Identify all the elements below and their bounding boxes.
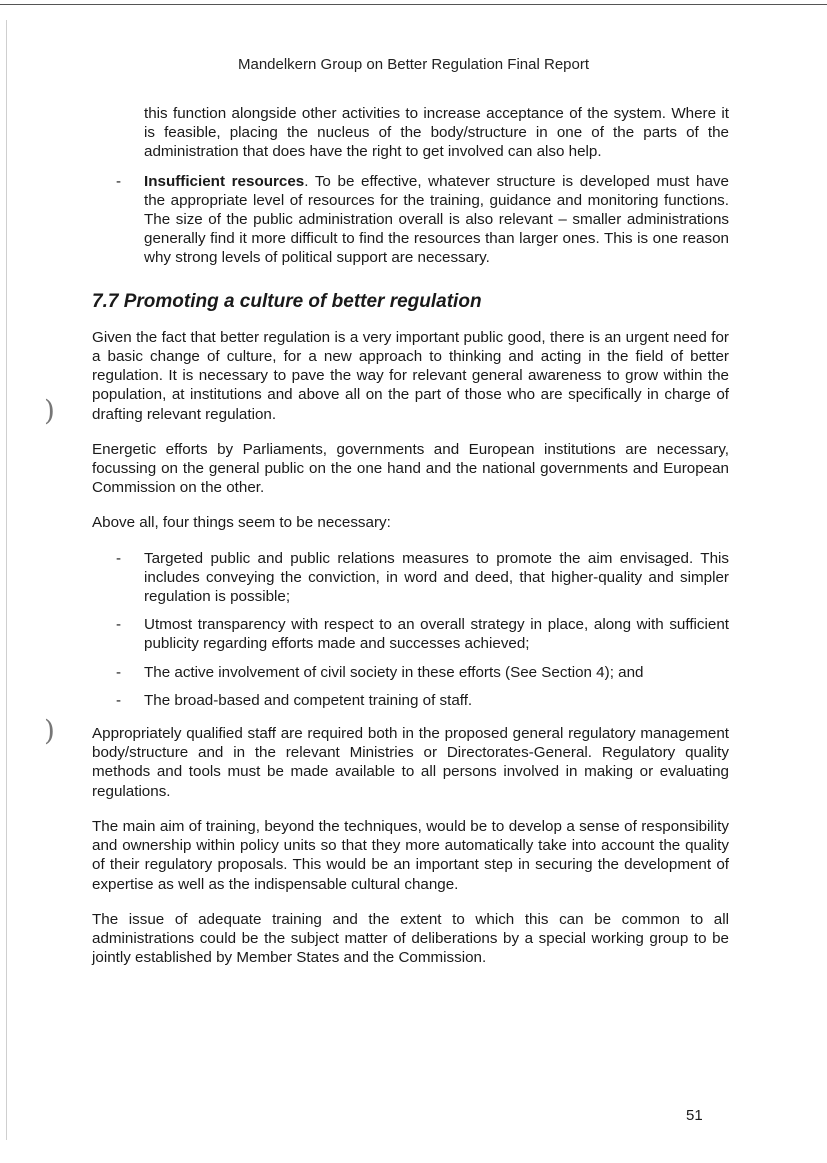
body-paragraph: The main aim of training, beyond the techniques, would be to develop a sense of responsibility and ownership within policy units so that they more automatically take into account the quality of their regulatory proposals. This would be an important step in securing the development of expertise as well as the indispensable cultural change. [92, 817, 729, 893]
punch-hole-mark: ) [44, 394, 55, 427]
section-heading: 7.7 Promoting a culture of better regulation [92, 290, 482, 312]
punch-hole-mark: ) [44, 714, 55, 747]
binding-edge [6, 20, 7, 1140]
body-paragraph: Energetic efforts by Parliaments, governments and European institutions are necessary, focussing on the general public on the one hand and the national governments and European Commission on the other. [92, 440, 729, 497]
list-item [92, 549, 729, 607]
bullet-text: . To be effective, whatever structure is developed must have the appropriate level of resources for the training, guidance and monitoring functions. The size of the public administration overall is also relevant – smaller administrations generally find it more difficult to find the resources than larger ones. This is one reason why strong levels of political support are necessary. [144, 172, 729, 267]
running-header: Mandelkern Group on Better Regulation Final Report [237, 56, 590, 73]
top-rule [0, 4, 827, 5]
bullet-dash: - [116, 691, 122, 709]
page-body [92, 104, 729, 983]
body-paragraph: Above all, four things seem to be necessary: [92, 514, 391, 532]
list-item [92, 663, 729, 682]
bullet-dash: - [116, 663, 122, 681]
body-paragraph: Appropriately qualified staff are required both in the proposed general regulatory management body/structure and in the relevant Ministries or Directorates-General. Regulatory quality methods and tools must be made available to all persons involved in making or evaluating regulations. [92, 725, 729, 800]
continuation-paragraph: this function alongside other activities to increase acceptance of the system. Where it is feasible, placing the nucleus of the body/structure in one of the parts of the administration that does have the right to get involved can also help. [144, 105, 729, 161]
bullet-list-resources [92, 172, 729, 268]
bullet-text: The broad-based and competent training of staff. [144, 691, 473, 709]
bullet-dash: - [116, 172, 122, 190]
bullet-text: Targeted public and public relations measures to promote the aim envisaged. This includes conveying the conviction, in word and deed, that higher-quality and simpler regulation is possible; [144, 549, 729, 606]
bullet-text: The active involvement of civil society in these efforts (See Section 4); and [144, 663, 644, 681]
bullet-text: Utmost transparency with respect to an overall strategy in place, along with sufficient publicity regarding efforts made and successes achieved; [144, 616, 729, 653]
bullet-list-necessities [92, 549, 729, 710]
page-number: 51 [686, 1107, 703, 1124]
list-item [92, 691, 729, 710]
list-item [92, 172, 729, 268]
body-paragraph: Given the fact that better regulation is a very important public good, there is an urgent need for a basic change of culture, for a new approach to thinking and acting in the field of better regulation. It is necessary to pave the way for relevant general awareness to grow within the population, at institutions and above all on the part of those who are specifically in charge of drafting relevant regulation. [92, 328, 729, 423]
bullet-dash: - [116, 549, 122, 567]
bullet-dash: - [116, 616, 122, 634]
bullet-bold-lead: Insufficient resources [144, 172, 305, 190]
list-item [92, 615, 729, 653]
body-paragraph: The issue of adequate training and the extent to which this can be common to all administrations could be the subject matter of deliberations by a special working group to be jointly established by Member States and the Commission. [92, 910, 729, 967]
